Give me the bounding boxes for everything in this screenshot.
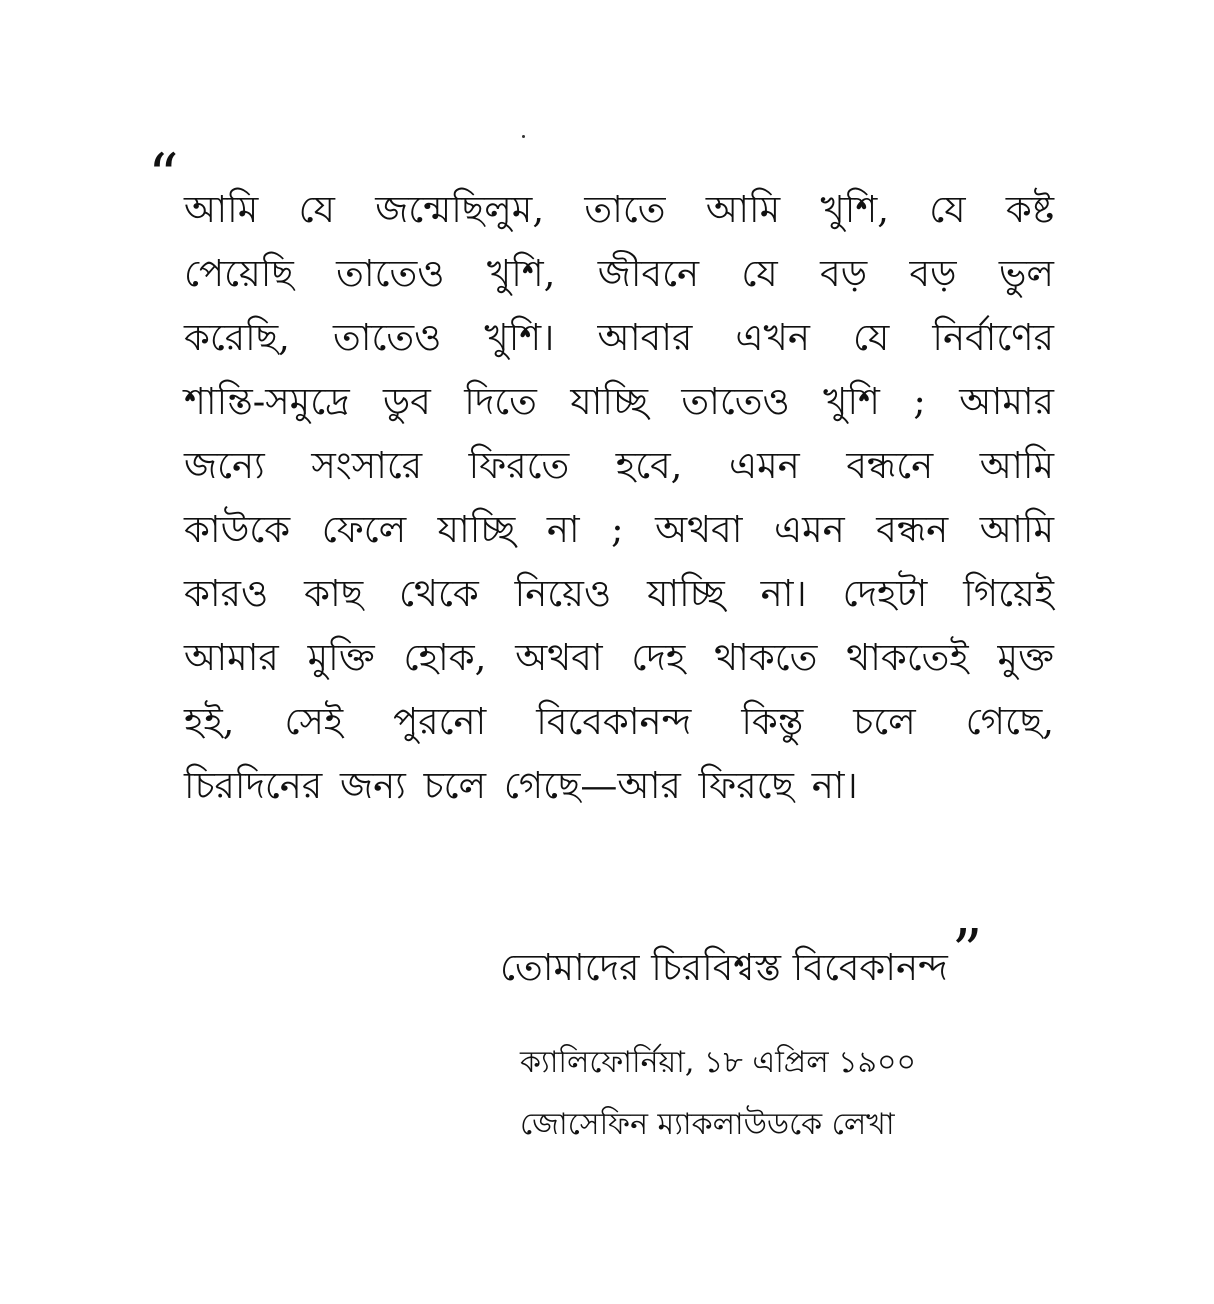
quote-line-10: চিরদিনের জন্য চলে গেছে—আর ফিরছে না। bbox=[184, 764, 858, 807]
quote-line-2: পেয়েছি তাতেও খুশি, জীবনে যে বড় বড় ভুল bbox=[184, 252, 1054, 295]
quote-line-3: করেছি, তাতেও খুশি। আবার এখন যে নির্বাণের bbox=[184, 316, 1054, 359]
quote-line-5: জন্যে সংসারে ফিরতে হবে, এমন বন্ধনে আমি bbox=[184, 444, 1054, 487]
recipient-note: জোসেফিন ম্যাকলাউডকে লেখা bbox=[520, 1107, 895, 1142]
quote-line-1: আমি যে জন্মেছিলুম, তাতে আমি খুশি, যে কষ্ট bbox=[184, 188, 1054, 231]
closing-quote-mark: ” bbox=[951, 917, 983, 987]
signature-line bbox=[500, 917, 1060, 998]
quote-line-6: কাউকে ফেলে যাচ্ছি না ; অথবা এমন বন্ধন আমি bbox=[184, 508, 1054, 551]
quote-line-4: শান্তি-সমুদ্রে ডুব দিতে যাচ্ছি তাতেও খুশি ; আমার bbox=[184, 380, 1054, 423]
quote-line-9: হই, সেই পুরনো বিবেকানন্দ কিন্তু চলে গেছে, bbox=[184, 700, 1054, 743]
opening-quote-mark: “ bbox=[148, 141, 179, 211]
quote-body bbox=[184, 178, 1054, 818]
signature-text: তোমাদের চিরবিশ্বস্ত বিবেকানন্দ bbox=[500, 946, 948, 989]
quote-line-7: কারও কাছ থেকে নিয়েও যাচ্ছি না। দেহটা গিয়েই bbox=[184, 572, 1054, 615]
print-speck bbox=[522, 135, 525, 138]
quote-line-8: আমার মুক্তি হোক, অথবা দেহ থাকতে থাকতেই মুক্ত bbox=[184, 636, 1054, 679]
place-date: ক্যালিফোর্নিয়া, ১৮ এপ্রিল ১৯০০ bbox=[520, 1045, 917, 1080]
